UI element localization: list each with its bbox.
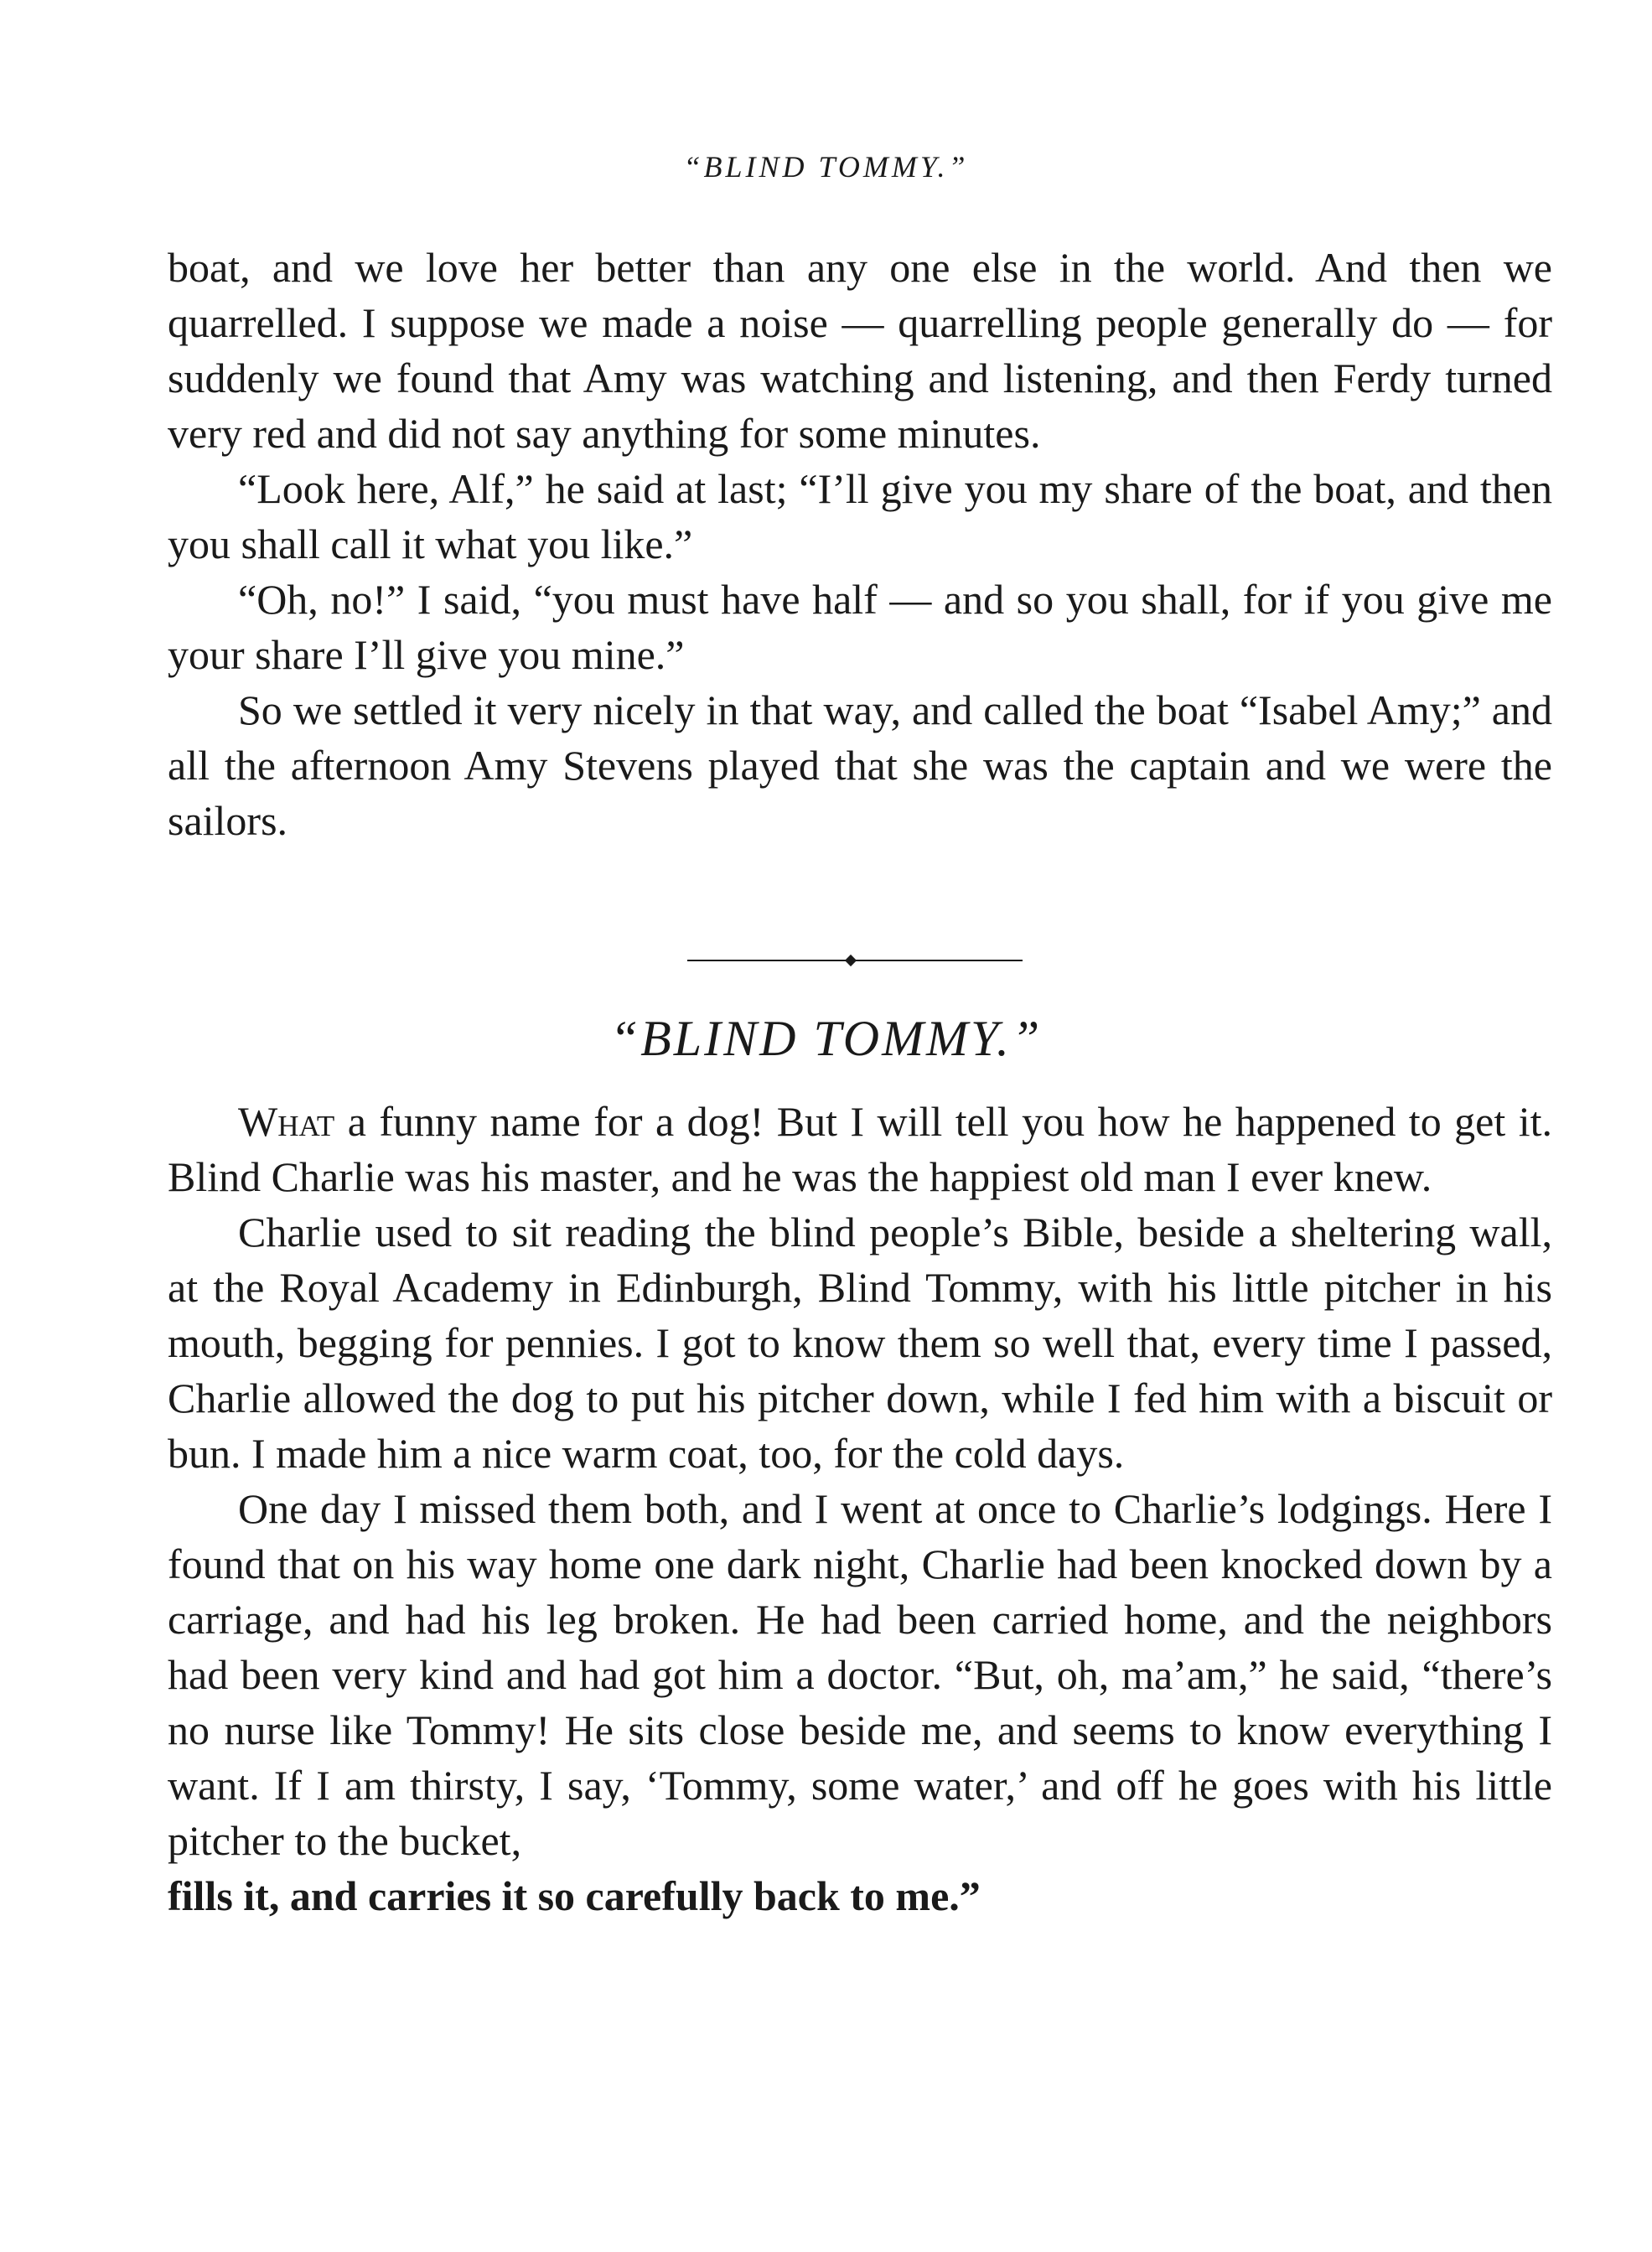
paragraph: boat, and we love her better than any one else in the world. And then we quarrelled. I suppose we made a noise — quarrelling people generally do — for suddenly we found that Amy was watching and listening, and then Ferdy turned very red and did not say anything for some minutes. — [168, 244, 1552, 457]
divider-ornament — [845, 955, 857, 966]
closing-line: fills it, and carries it so carefully back to me.” — [168, 1872, 981, 1919]
running-head: “BLIND TOMMY.” — [683, 150, 969, 184]
section-1-text — [168, 240, 1552, 848]
paragraph: One day I missed them both, and I went at once to Charlie’s lodgings. Here I found that on his way home one dark night, Charlie had been knocked down by a carriage, and had his leg broken. He had been carried home, and the neighbors had been very kind and had got him a doctor. “But, oh, ma’am,” he said, “there’s no nurse like Tommy! He sits close beside me, and seems to know everything I want. If I am thirsty, I say, ‘Tommy, some water,’ and off he goes with his little pitcher to the bucket, — [168, 1485, 1552, 1864]
section-title: “BLIND TOMMY.” — [609, 1011, 1043, 1066]
drop-word: What — [238, 1098, 335, 1145]
section-2-text — [168, 1094, 1552, 1923]
paragraph: So we settled it very nicely in that way, and called the boat “Isabel Amy;” and all the afternoon Amy Stevens played that she was the captain and we were the sailors. — [168, 686, 1552, 844]
paragraph: “Oh, no!” I said, “you must have half — and so you shall, for if you give me your share I’ll give you mine.” — [168, 576, 1552, 678]
paragraph-text: a funny name for a dog! But I will tell you how he happened to get it. Blind Charlie was his master, and he was the happiest old man I ever knew. — [168, 1098, 1552, 1200]
paragraph: “Look here, Alf,” he said at last; “I’ll give you my share of the boat, and then you shall call it what you like.” — [168, 465, 1552, 567]
section-divider — [687, 960, 1023, 961]
paragraph — [168, 1094, 1552, 1204]
paragraph: Charlie used to sit reading the blind people’s Bible, beside a sheltering wall, at the Royal Academy in Edinburgh, Blind Tommy, with his little pitcher in his mouth, begging for pennies. I got to know them so well that, every time I passed, Charlie allowed the dog to put his pitcher down, while I fed him with a biscuit or bun. I made him a nice warm coat, too, for the cold days. — [168, 1209, 1552, 1477]
